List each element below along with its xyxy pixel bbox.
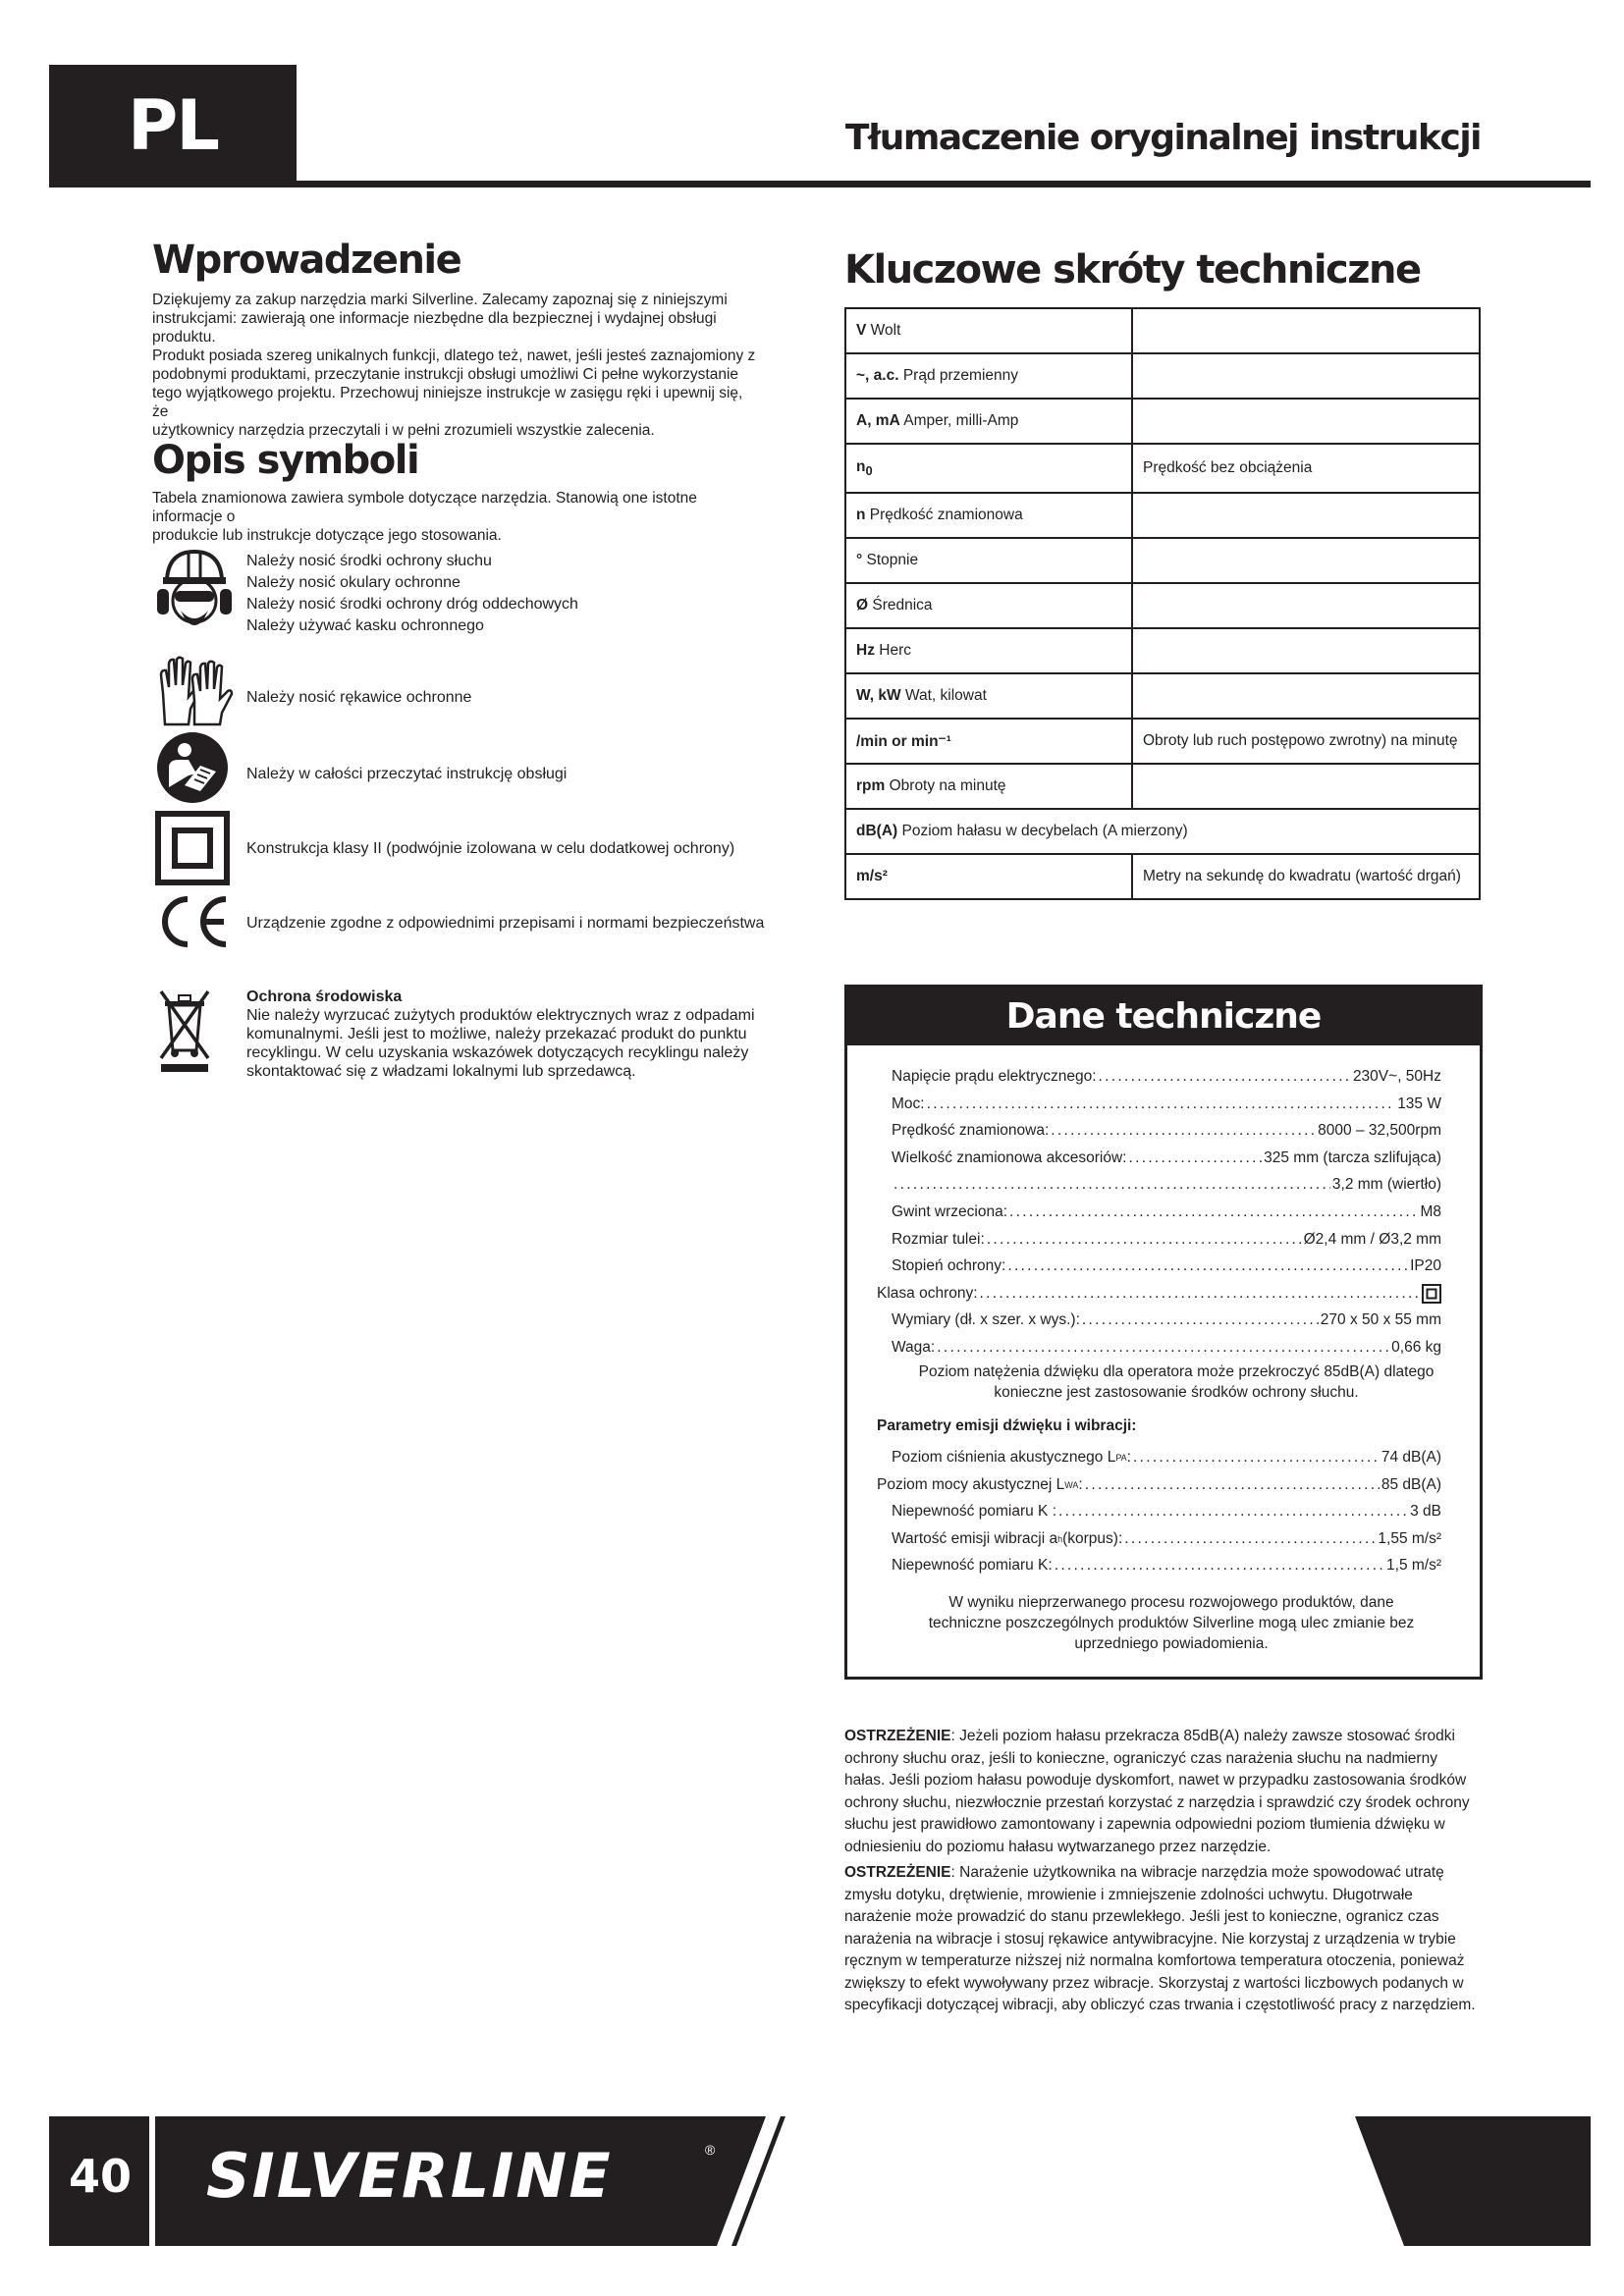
class-ii-text: Konstrukcja klasy II (podwójnie izolowana w celu dodatkowej ochrony) [246, 840, 735, 857]
emission-subscript: h [1057, 1533, 1063, 1544]
spec-value: M8 [1420, 1203, 1441, 1220]
page-number: 40 [69, 2150, 133, 2203]
emission-heading: Parametry emisji dźwięku i wibracji: [877, 1417, 1137, 1434]
abbreviation-meaning-cell [1132, 353, 1480, 399]
abbreviation-row [845, 493, 1480, 538]
emission-leader-dots [1133, 1447, 1380, 1468]
tech-data-box [844, 985, 1483, 1680]
tech-footnote-line: W wyniku nieprzerwanego procesu rozwojowego produktów, dane [948, 1594, 1394, 1611]
spec-leader-dots [927, 1094, 1396, 1115]
emission-value: 74 dB(A) [1380, 1449, 1441, 1466]
emission-row [892, 1555, 1441, 1576]
abbreviation-subscript: 0 [865, 463, 873, 479]
abbreviation-symbol: Ø [856, 597, 869, 614]
spec-leader-dots [1051, 1120, 1316, 1142]
environment-line: skontaktować się z władzami lokalnymi lub sprzedawcą. [246, 1063, 636, 1080]
spec-leader-dots [1082, 1309, 1319, 1331]
emission-label: Niepewność pomiaru K : [892, 1503, 1056, 1520]
spec-value: 230V~, 50Hz [1352, 1068, 1441, 1085]
abbreviation-meaning-cell: Prędkość bez obciążenia [1132, 444, 1480, 493]
environment-line: recyklingu. W celu uzyskania wskazówek dotyczących recyklingu należy [246, 1044, 749, 1061]
abbreviation-symbol: ~, a.c. [856, 367, 899, 384]
spec-label: Wielkość znamionowa akcesoriów: [892, 1148, 1127, 1166]
ppe-line: Należy używać kasku ochronnego [246, 617, 484, 634]
emission-value: 1,55 m/s² [1378, 1529, 1441, 1547]
abbreviation-description: Herc [874, 642, 911, 659]
abbreviation-meaning-cell [1132, 673, 1480, 719]
abbreviation-symbol-cell [845, 583, 1132, 628]
abbreviation-row [845, 308, 1480, 353]
abbreviation-meaning-cell [1132, 583, 1480, 628]
abbreviation-meaning-cell: Metry na sekundę do kwadratu (wartość drgań) [1132, 854, 1480, 899]
spec-label: Klasa ochrony: [877, 1284, 978, 1302]
manual-text: Należy w całości przeczytać instrukcję obsługi [246, 766, 568, 782]
warning-label: OSTRZEŻENIE [844, 1864, 951, 1881]
emission-subscript: WA [1064, 1479, 1079, 1490]
spec-leader-dots [987, 1229, 1302, 1251]
abbreviation-description: Prędkość znamionowa [865, 507, 1023, 523]
emission-value: 3 dB [1410, 1503, 1441, 1520]
abbreviations-heading: Kluczowe skróty techniczne [844, 247, 1421, 293]
abbreviation-meaning-cell [1132, 764, 1480, 809]
symbols-text [152, 489, 761, 545]
abbreviation-symbol: Hz [856, 642, 875, 659]
emission-label: Niepewność pomiaru K: [892, 1557, 1053, 1574]
warning-text: : Narażenie użytkownika na wibracje narzędzia może spowodować utratę zmysłu dotyku, drętwienie, mrowienie i zmniejszenie zdolności uchwytu. Długotrwałe narażenie może prowadzić do stanu przewlekłego. Jeśli jest to konieczne, ogranicz czas narażenia na wibracje i stosuj rękawice antywibracyjne. Nie korzystaj z urządzenia w trybie ręcznym w temperaturze niższej niż normalna komfortowa temperatura otoczenia, ponieważ zwiększy to efekt wywoływany przez wibracje. Skorzystaj z wartości liczbowych podanych w specyfikacji dotyczącej wibracji, aby obliczyć czas trwania i częstotliwość pracy z narzędziem. [844, 1864, 1476, 2013]
spec-leader-dots [1009, 1201, 1418, 1223]
abbreviation-description: Obroty na minutę [885, 777, 1006, 794]
registered-mark: ® [705, 2142, 716, 2158]
header-title: Tłumaczenie oryginalnej instrukcji [844, 118, 1481, 158]
abbreviation-symbol-cell [845, 399, 1132, 444]
spec-label: Moc: [892, 1095, 925, 1112]
spec-row [892, 1094, 1441, 1115]
warning-text: : Jeżeli poziom hałasu przekracza 85dB(A) należy zawsze stosować środki ochrony słuchu oraz, jeśli to konieczne, ograniczyć czas narażenia słuchu na nadmierny hałas. Jeśli poziom hałasu powoduje dyskomfort, nawet w przypadku zastosowania środków ochrony słuchu, niezwłocznie przestań korzystać z narzędzia i sprawdzić czy środek ochrony słuchu jest prawidłowo zamontowany i zapewnia odpowiedni poziom tłumienia dźwięku w odniesieniu do poziomu hałasu wytwarzanego przez narzędzie. [844, 1728, 1470, 1855]
tech-footnote-line: uprzedniego powiadomienia. [1074, 1635, 1269, 1652]
warning-vibration [844, 1862, 1481, 2017]
abbreviation-row [845, 719, 1480, 764]
spec-row [892, 1201, 1441, 1223]
emission-label: Wartość emisji wibracji a [892, 1529, 1058, 1547]
abbreviation-row [845, 399, 1480, 444]
emission-row [892, 1447, 1441, 1468]
spec-row [877, 1283, 1441, 1305]
abbreviation-symbol: W, kW [856, 687, 901, 704]
intro-line: użytkownicy narzędzia przeczytali i w pełni zrozumieli wszystkie zalecenia. [152, 422, 655, 439]
emission-leader-dots [1085, 1474, 1380, 1496]
emission-label-suffix: : [1126, 1449, 1131, 1466]
abbreviation-symbol: m/s² [856, 868, 888, 884]
spec-row [892, 1120, 1441, 1142]
intro-line: podobnymi produktami, przeczytanie instrukcji obsługi umożliwi Ci pełne wykorzystanie [152, 366, 739, 383]
intro-line: instrukcjami: zawierają one informacje niezbędne dla bezpiecznej i wydajnej obsługi produktu. [152, 310, 717, 346]
class-ii-icon [155, 811, 230, 885]
silverline-logo: SILVERLINE [206, 2140, 613, 2212]
noise-note-line: Poziom natężenia dźwięku dla operatora może przekroczyć 85dB(A) dlatego [918, 1363, 1435, 1380]
warning-label: OSTRZEŻENIE [844, 1728, 951, 1744]
spec-label: Waga: [892, 1339, 936, 1356]
language-badge: PL [49, 65, 297, 187]
ce-text: Urządzenie zgodne z odpowiednimi przepisami i normami bezpieczeństwa [246, 915, 765, 932]
spec-value: 8000 – 32,500rpm [1318, 1122, 1441, 1140]
abbreviation-symbol: rpm [856, 777, 886, 794]
abbreviation-row [845, 854, 1480, 899]
spec-value: 3,2 mm (wiertło) [1331, 1176, 1441, 1194]
abbreviation-symbol: n [856, 507, 866, 523]
abbreviation-row [845, 538, 1480, 583]
abbreviation-description: Amper, milli-Amp [899, 412, 1019, 429]
tech-footnote [906, 1592, 1436, 1654]
gloves-icon [155, 654, 234, 732]
emission-label-suffix: : [1078, 1475, 1083, 1493]
emission-value: 85 dB(A) [1380, 1475, 1441, 1493]
spec-value: Ø2,4 mm / Ø3,2 mm [1303, 1230, 1441, 1248]
abbreviation-symbol: V [856, 322, 867, 339]
spec-row [892, 1255, 1441, 1277]
emission-leader-dots [1058, 1501, 1408, 1522]
abbreviation-description: Poziom hałasu w decybelach (A mierzony) [897, 823, 1188, 839]
abbreviation-symbol-cell [845, 673, 1132, 719]
abbreviation-row [845, 583, 1480, 628]
environment-line: Nie należy wyrzucać zużytych produktów elektrycznych wraz z odpadami [246, 1007, 755, 1024]
emission-leader-dots [1124, 1528, 1376, 1550]
abbreviation-row [845, 673, 1480, 719]
abbreviation-description: Średnica [868, 597, 933, 614]
abbreviation-symbol-cell [845, 809, 1480, 854]
abbreviation-meaning-cell [1132, 493, 1480, 538]
spec-leader-dots [980, 1283, 1420, 1305]
spec-value: 325 mm (tarcza szlifująca) [1264, 1148, 1441, 1166]
intro-line: Produkt posiada szereg unikalnych funkcji, dlatego też, nawet, jeśli jesteś zaznajomiony z [152, 347, 756, 364]
spec-row [892, 1148, 1441, 1169]
spec-leader-dots [1007, 1255, 1408, 1277]
spec-row [892, 1309, 1441, 1331]
ppe-text [246, 551, 578, 637]
abbreviation-meaning-cell [1132, 308, 1480, 353]
spec-label: Stopień ochrony: [892, 1257, 1006, 1275]
ppe-line: Należy nosić środki ochrony słuchu [246, 553, 492, 569]
abbreviation-symbol: A, mA [856, 412, 900, 429]
abbreviation-row [845, 353, 1480, 399]
spec-value: 270 x 50 x 55 mm [1320, 1311, 1441, 1329]
abbreviation-meaning-cell [1132, 399, 1480, 444]
intro-line: tego wyjątkowego projektu. Przechowuj niniejsze instrukcje w zasięgu ręki i upewnij się, że [152, 385, 743, 420]
abbreviation-row [845, 628, 1480, 673]
symbols-line: Tabela znamionowa zawiera symbole dotyczące narzędzia. Stanowią one istotne informacje o [152, 490, 697, 525]
emission-row [877, 1474, 1441, 1496]
tech-footnote-line: techniczne poszczególnych produktów Silverline mogą ulec zmianie bez [928, 1615, 1415, 1631]
spec-value: 0,66 kg [1391, 1339, 1441, 1356]
spec-label: Rozmiar tulei: [892, 1230, 985, 1248]
ppe-icon [155, 546, 234, 634]
spec-label: Prędkość znamionowa: [892, 1122, 1050, 1140]
abbreviation-symbol-cell [845, 308, 1132, 353]
environment-text [246, 988, 755, 1081]
abbreviation-symbol: /min or min⁻¹ [856, 732, 951, 750]
emission-label: Poziom ciśnienia akustycznego L [892, 1449, 1116, 1466]
abbreviation-symbol-cell [845, 854, 1132, 899]
abbreviation-symbol-cell [845, 719, 1132, 764]
spec-leader-dots [893, 1174, 1330, 1196]
emission-subscript: PA [1115, 1453, 1127, 1463]
abbreviation-symbol: dB(A) [856, 823, 898, 839]
class-ii-small-icon [1422, 1284, 1441, 1304]
abbreviation-symbol-cell [845, 353, 1132, 399]
warning-noise [844, 1726, 1481, 1858]
abbreviation-row [845, 809, 1480, 854]
environment-line: komunalnymi. Jeśli jest to możliwe, należy przekazać produkt do punktu [246, 1026, 747, 1042]
intro-text [152, 291, 761, 440]
ce-mark-icon [155, 893, 230, 950]
noise-note-line: konieczne jest zastosowanie środków ochrony słuchu. [994, 1384, 1359, 1401]
noise-note [887, 1362, 1466, 1403]
environment-title: Ochrona środowiska [246, 988, 403, 1005]
abbreviation-row [845, 764, 1480, 809]
intro-heading: Wprowadzenie [152, 238, 461, 283]
abbreviation-row [845, 444, 1480, 493]
spec-value: 135 W [1397, 1095, 1441, 1112]
tech-data-title: Dane techniczne [847, 988, 1480, 1045]
emission-label: Poziom mocy akustycznej L [877, 1475, 1065, 1493]
abbreviation-meaning-cell: Obroty lub ruch postępowo zwrotny) na minutę [1132, 719, 1480, 764]
spec-leader-dots [1128, 1148, 1262, 1169]
spec-leader-dots [937, 1337, 1389, 1359]
spec-row [892, 1337, 1441, 1359]
spec-label: Napięcie prądu elektrycznego: [892, 1068, 1097, 1085]
emission-row [892, 1501, 1441, 1522]
abbreviation-symbol-cell [845, 444, 1132, 493]
abbreviation-symbol-cell [845, 538, 1132, 583]
abbreviation-meaning-cell [1132, 628, 1480, 673]
ppe-line: Należy nosić środki ochrony dróg oddechowych [246, 596, 578, 613]
abbreviation-description: Prąd przemienny [898, 367, 1019, 384]
abbreviation-description: Wolt [866, 322, 901, 339]
spec-value: IP20 [1410, 1257, 1441, 1275]
abbreviations-table [844, 307, 1481, 900]
footer-divider [149, 2116, 155, 2246]
abbreviation-meaning-cell [1132, 538, 1480, 583]
ppe-line: Należy nosić okulary ochronne [246, 574, 460, 591]
abbreviation-symbol-cell [845, 493, 1132, 538]
spec-row [892, 1066, 1441, 1088]
spec-row [892, 1229, 1441, 1251]
read-manual-icon [155, 730, 230, 805]
intro-line: Dziękujemy za zakup narzędzia marki Silverline. Zalecamy zapoznaj się z niniejszymi [152, 292, 728, 308]
gloves-text: Należy nosić rękawice ochronne [246, 689, 472, 706]
abbreviation-symbol: n [856, 457, 866, 475]
emission-row [892, 1528, 1441, 1550]
spec-label: Gwint wrzeciona: [892, 1203, 1008, 1220]
abbreviation-symbol-cell [845, 628, 1132, 673]
symbols-heading: Opis symboli [152, 438, 419, 483]
abbreviation-description: Wat, kilowat [900, 687, 987, 704]
weee-bin-icon [155, 988, 214, 1072]
spec-leader-dots [1099, 1066, 1351, 1088]
spec-label: Wymiary (dł. x szer. x wys.): [892, 1311, 1080, 1329]
emission-value: 1,5 m/s² [1386, 1557, 1441, 1574]
emission-leader-dots [1055, 1555, 1384, 1576]
emission-label-suffix: (korpus): [1062, 1529, 1123, 1547]
abbreviation-description: Stopnie [862, 552, 919, 568]
symbols-line: produkcie lub instrukcje dotyczące jego stosowania. [152, 527, 502, 544]
abbreviation-symbol: ° [856, 552, 863, 568]
spec-row [892, 1174, 1441, 1196]
abbreviation-symbol-cell [845, 764, 1132, 809]
header-rule [49, 181, 1591, 187]
